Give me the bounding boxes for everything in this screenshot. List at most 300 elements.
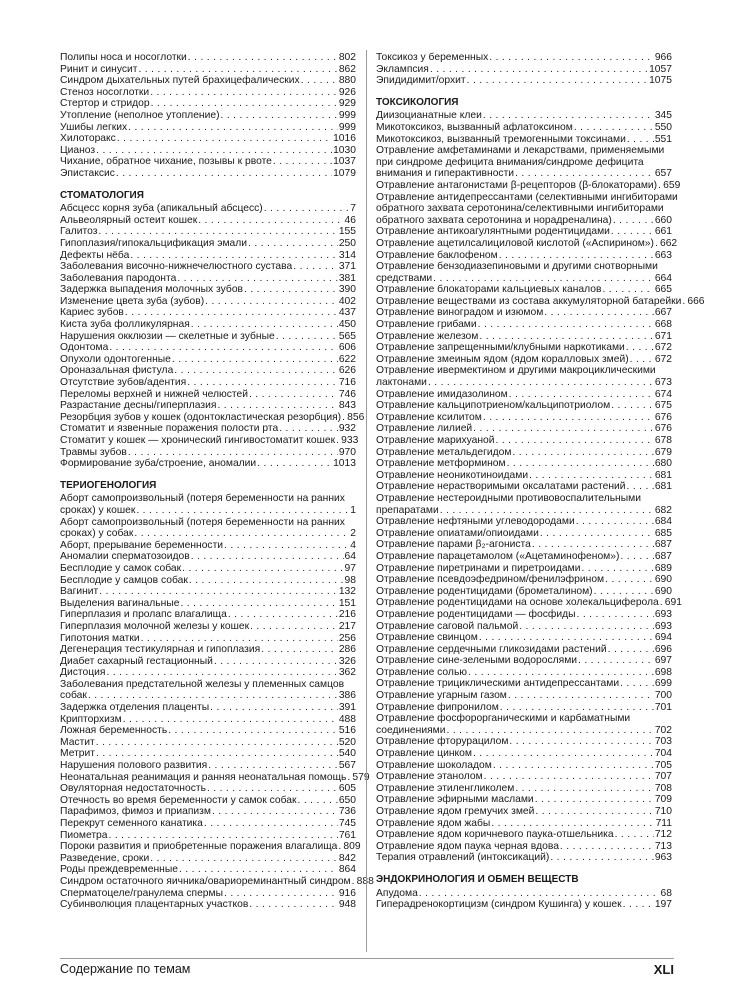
dot-leader — [419, 888, 660, 900]
toc-entry[interactable] — [376, 179, 681, 192]
dot-leader — [221, 110, 338, 122]
toc-entry[interactable] — [60, 319, 356, 331]
entry-title: Дефекты нёба — [60, 249, 130, 261]
entry-page-number: 97 — [344, 562, 356, 574]
entry-page-number: 682 — [654, 504, 672, 516]
entry-title: соединениями — [376, 724, 446, 736]
entry-title: Нарушения окклюзии — скелетные и зубные — [60, 330, 275, 342]
dot-leader — [248, 238, 338, 250]
dot-leader — [611, 226, 654, 238]
toc-entry-line: Аборт самопроизвольный (потеря беременности на ранних — [60, 516, 345, 528]
entry-page-number: 693 — [654, 620, 672, 632]
toc-entry[interactable] — [376, 215, 672, 227]
dot-leader — [491, 818, 654, 830]
toc-entry[interactable] — [60, 168, 356, 180]
toc-entry[interactable] — [60, 586, 356, 598]
entry-page-number: 540 — [338, 748, 356, 760]
toc-entry[interactable] — [376, 64, 672, 76]
toc-entry[interactable] — [60, 238, 356, 250]
dot-leader — [535, 794, 654, 806]
dot-leader — [106, 667, 337, 679]
entry-page-number: 707 — [654, 771, 672, 783]
toc-entry[interactable] — [376, 284, 672, 296]
toc-entry[interactable] — [60, 563, 356, 575]
dot-leader — [177, 273, 338, 285]
toc-entry[interactable] — [60, 598, 356, 610]
entry-page-number: 999 — [338, 121, 356, 133]
toc-entry[interactable] — [376, 250, 672, 262]
entry-page-number: 550 — [654, 121, 672, 133]
entry-title: Отравление метформином — [376, 458, 506, 470]
entry-title: Отравление виноградом и изюмом — [376, 307, 544, 319]
toc-entry[interactable] — [376, 377, 672, 389]
entry-title: Ложная беременность — [60, 725, 168, 737]
entry-title: Задержка отделения плаценты — [60, 702, 210, 714]
toc-entry[interactable] — [60, 52, 356, 64]
entry-title: Метрит — [60, 748, 95, 760]
entry-page-number: 1016 — [333, 133, 356, 145]
entry-page-number: 705 — [654, 759, 672, 771]
toc-entry[interactable] — [376, 505, 672, 517]
entry-page-number: 345 — [654, 110, 672, 122]
dot-leader — [478, 319, 654, 331]
entry-page-number: 250 — [338, 237, 356, 249]
dot-leader — [602, 284, 653, 296]
toc-entry[interactable] — [376, 435, 672, 447]
toc-entry[interactable] — [60, 853, 356, 865]
dot-leader — [264, 203, 350, 215]
entry-page-number: 626 — [338, 365, 356, 377]
dot-leader — [489, 52, 654, 64]
entry-title: Отравление метальдегидом — [376, 446, 512, 458]
toc-entry[interactable] — [60, 447, 356, 459]
entry-title: Формирование зуба/строение, аномалии — [60, 458, 257, 470]
toc-entry[interactable] — [60, 64, 356, 76]
toc-entry[interactable] — [376, 888, 672, 900]
toc-entry[interactable] — [376, 412, 672, 424]
toc-entry[interactable] — [60, 226, 356, 238]
entry-page-number: 675 — [654, 400, 672, 412]
entry-page-number: 371 — [338, 261, 356, 273]
entry-title: Стоматит у кошек — хронический гингивостоматит кошек — [60, 435, 336, 446]
toc-entry[interactable] — [376, 331, 672, 343]
dot-leader — [214, 656, 338, 668]
toc-entry[interactable] — [376, 621, 672, 633]
toc-entry[interactable] — [60, 875, 374, 888]
toc-column-right — [376, 52, 705, 911]
entry-title: Отравление ксилитом — [376, 411, 482, 423]
entry-title: Ринит и синусит — [60, 63, 138, 75]
entry-page-number: 390 — [338, 284, 356, 296]
toc-entry[interactable] — [60, 841, 361, 853]
toc-entry[interactable] — [376, 481, 672, 493]
dot-leader — [493, 760, 654, 772]
toc-entry[interactable] — [60, 737, 356, 749]
entry-title: Хилоторакс — [60, 133, 116, 145]
entry-page-number: 660 — [654, 214, 672, 226]
toc-entry[interactable] — [376, 307, 672, 319]
entry-page-number: 691 — [664, 597, 682, 609]
entry-title: Микотоксикоз, вызванный афлатоксином — [376, 121, 573, 133]
dot-leader — [172, 354, 338, 366]
toc-entry[interactable] — [376, 841, 672, 853]
toc-entry[interactable] — [60, 888, 356, 900]
dot-leader — [189, 575, 344, 587]
toc-entry[interactable] — [60, 690, 356, 702]
toc-entry[interactable] — [376, 539, 672, 551]
entry-page-number: 46 — [344, 214, 356, 226]
entry-page-number: 703 — [654, 736, 672, 748]
toc-entry[interactable] — [376, 806, 672, 818]
toc-entry[interactable] — [376, 319, 672, 331]
entry-page-number: 1030 — [333, 144, 356, 156]
entry-page-number: 98 — [344, 574, 356, 586]
entry-title: Крипторхизм — [60, 713, 122, 725]
toc-entry[interactable] — [376, 551, 672, 563]
entry-title: Парафимоз, фимоз и приапизм — [60, 806, 211, 818]
entry-page-number: 132 — [338, 586, 356, 598]
dot-leader — [468, 667, 654, 679]
toc-entry[interactable] — [60, 365, 356, 377]
dot-leader — [540, 528, 654, 540]
toc-entry[interactable] — [60, 609, 356, 621]
toc-entry[interactable] — [60, 98, 356, 110]
entry-title: Пиометра — [60, 829, 108, 841]
dot-leader — [250, 621, 338, 633]
entry-title: Дистоция — [60, 667, 106, 679]
toc-entry[interactable] — [60, 284, 356, 296]
toc-entry[interactable] — [376, 389, 672, 401]
toc-entry[interactable] — [60, 621, 356, 633]
entry-page-number: 699 — [654, 678, 672, 690]
toc-entry[interactable] — [376, 52, 672, 64]
toc-entry[interactable] — [60, 575, 356, 587]
dot-leader — [529, 470, 654, 482]
toc-entry[interactable] — [60, 806, 356, 818]
entry-title: Отравление веществами из состава аккумуляторной батарейки — [376, 295, 682, 307]
dot-leader — [483, 110, 654, 122]
entry-title: Отравление неоникотиноидами — [376, 469, 529, 481]
toc-entry[interactable] — [376, 273, 672, 285]
dot-leader — [611, 400, 654, 412]
toc-entry[interactable] — [60, 400, 356, 412]
entry-title: Отравление антагонистами β-рецепторов (β-блокаторами) — [376, 179, 658, 191]
dot-leader — [261, 644, 338, 656]
toc-entry[interactable] — [376, 237, 678, 250]
entry-page-number: 197 — [654, 899, 672, 911]
toc-entry[interactable] — [376, 354, 672, 366]
dot-leader — [613, 215, 654, 227]
entry-title: Отсутствие зубов/адентия — [60, 377, 187, 389]
toc-entry[interactable] — [376, 644, 672, 656]
toc-entry[interactable] — [376, 574, 672, 586]
section-heading: ТОКСИКОЛОГИЯ — [376, 96, 459, 108]
toc-entry[interactable] — [376, 771, 672, 783]
entry-title: Переломы верхней и нижней челюстей — [60, 388, 248, 400]
dot-leader — [293, 261, 338, 273]
toc-entry[interactable] — [376, 423, 672, 435]
toc-entry[interactable] — [60, 748, 356, 760]
dot-leader — [123, 714, 338, 726]
entry-title: Пороки развития и приобретенные поражения влагалища — [60, 841, 338, 853]
toc-entry-line: Аборт самопроизвольный (потеря беременности на ранних — [60, 493, 345, 505]
toc-entry[interactable] — [60, 389, 356, 401]
toc-entry[interactable] — [60, 203, 356, 215]
toc-entry[interactable] — [60, 667, 356, 679]
toc-entry[interactable] — [376, 655, 672, 667]
entry-title: Отравление парами β₂-агониста — [376, 539, 531, 551]
dot-leader — [576, 516, 654, 528]
toc-entry[interactable] — [376, 829, 672, 841]
toc-entry[interactable] — [376, 690, 672, 702]
dot-leader — [99, 586, 338, 598]
entry-page-number: 650 — [338, 794, 356, 806]
entry-page-number: 970 — [338, 446, 356, 458]
toc-entry[interactable] — [60, 215, 356, 227]
entry-title: Альвеолярный остеит кошек — [60, 214, 198, 226]
toc-entry[interactable] — [376, 447, 672, 459]
entry-title: Роды преждевременные — [60, 864, 178, 876]
dot-leader — [150, 853, 338, 865]
dot-leader — [483, 412, 654, 424]
toc-entry[interactable] — [60, 505, 356, 517]
toc-entry[interactable] — [376, 342, 672, 354]
entry-title: Аномалии сперматозоидов — [60, 551, 190, 563]
toc-entry[interactable] — [60, 75, 356, 87]
dot-leader — [257, 458, 332, 470]
toc-entry[interactable] — [60, 783, 356, 795]
entry-title: Синдром дыхательных путей брахицефалических — [60, 75, 300, 87]
toc-entry[interactable] — [60, 156, 356, 168]
entry-title: Отравление фторурацилом — [376, 736, 509, 748]
toc-entry[interactable] — [60, 435, 359, 447]
dot-leader — [187, 377, 338, 389]
dot-leader — [484, 771, 654, 783]
entry-page-number: 761 — [338, 829, 356, 841]
entry-page-number: 888 — [356, 875, 374, 887]
entry-title: Сперматоцеле/гранулема спермы — [60, 887, 224, 899]
entry-page-number: 697 — [654, 655, 672, 667]
dot-leader — [544, 307, 654, 319]
toc-entry[interactable] — [376, 134, 672, 146]
toc-entry[interactable] — [60, 795, 356, 807]
toc-entry[interactable] — [376, 609, 672, 621]
toc-entry[interactable] — [60, 771, 370, 784]
toc-entry[interactable] — [376, 632, 672, 644]
toc-entry-line: Отравление бензодиазепиновыми и другими снотворными — [376, 261, 658, 273]
dot-leader — [125, 307, 338, 319]
toc-entry[interactable] — [60, 411, 365, 424]
toc-entry[interactable] — [60, 377, 356, 389]
entry-title: Микотоксикоз, вызванный тремогенными токсинами — [376, 133, 626, 145]
dot-leader — [479, 632, 654, 644]
toc-entry[interactable] — [376, 667, 672, 679]
toc-entry[interactable] — [60, 273, 356, 285]
entry-page-number: 362 — [338, 667, 356, 679]
entry-title: Перекрут семенного канатика — [60, 818, 203, 829]
toc-entry[interactable] — [376, 760, 672, 772]
dot-leader — [352, 876, 356, 888]
dot-leader — [500, 702, 654, 714]
dot-leader — [138, 64, 337, 76]
toc-entry[interactable] — [376, 528, 672, 540]
entry-page-number: 711 — [655, 817, 672, 829]
toc-entry[interactable] — [376, 702, 672, 714]
dot-leader — [228, 609, 338, 621]
entry-title: Отравление опиатами/опиоидами — [376, 527, 539, 539]
toc-entry[interactable] — [60, 633, 356, 645]
entry-page-number: 680 — [654, 458, 672, 470]
dot-leader — [207, 783, 338, 795]
toc-entry[interactable] — [60, 528, 356, 540]
toc-entry[interactable] — [376, 736, 672, 748]
dot-leader — [433, 273, 654, 285]
entry-title: Разведение, сроки — [60, 852, 150, 864]
entry-title: Утопление (неполное утопление) — [60, 109, 220, 121]
entry-page-number: 605 — [338, 783, 356, 795]
entry-page-number: 64 — [344, 551, 356, 563]
toc-entry[interactable] — [376, 470, 672, 482]
toc-entry[interactable] — [376, 168, 672, 180]
entry-title: Эклампсия — [376, 63, 429, 75]
toc-entry[interactable] — [60, 145, 356, 157]
toc-entry[interactable] — [376, 678, 672, 690]
toc-entry[interactable] — [60, 122, 356, 134]
entry-page-number: 520 — [338, 736, 356, 748]
entry-title: Овуляторная недостаточность — [60, 783, 206, 795]
toc-entry[interactable] — [376, 110, 672, 122]
toc-entry[interactable] — [376, 563, 672, 575]
entry-page-number: 963 — [654, 852, 672, 864]
toc-entry[interactable] — [60, 714, 356, 726]
toc-entry[interactable] — [60, 899, 356, 911]
entry-title: Отравление нефтяными углеводородами — [376, 516, 575, 528]
toc-entry[interactable] — [376, 899, 672, 911]
toc-entry[interactable] — [60, 864, 356, 876]
page-number: XLI — [653, 962, 674, 977]
entry-title: Одонтома — [60, 342, 109, 354]
toc-entry[interactable] — [376, 794, 672, 806]
dot-leader — [578, 655, 654, 667]
toc-entry[interactable] — [376, 75, 672, 87]
entry-page-number: 516 — [338, 725, 356, 737]
dot-leader — [205, 296, 338, 308]
toc-entry[interactable] — [60, 133, 356, 145]
entry-title: Отечность во время беременности у самок собак — [60, 794, 297, 806]
toc-entry[interactable] — [60, 656, 356, 668]
toc-entry[interactable] — [376, 818, 672, 830]
entry-title: Диизоцианатные клеи — [376, 110, 482, 122]
toc-entry[interactable] — [376, 122, 672, 134]
dot-leader — [168, 725, 338, 737]
toc-entry[interactable] — [60, 725, 356, 737]
entry-title: лактонами — [376, 377, 427, 389]
toc-entry[interactable] — [60, 331, 356, 343]
dot-leader — [508, 690, 654, 702]
entry-title: обратного захвата серотонина и норадреналина) — [376, 214, 612, 226]
toc-entry[interactable] — [376, 725, 672, 737]
dot-leader — [96, 737, 338, 749]
entry-page-number: 966 — [654, 52, 672, 63]
toc-entry[interactable] — [60, 354, 356, 366]
entry-title: Задержка выпадения молочных зубов — [60, 284, 244, 296]
toc-entry[interactable] — [60, 458, 356, 470]
toc-entry[interactable] — [60, 818, 356, 830]
entry-page-number: 674 — [654, 388, 672, 400]
toc-entry-line: при синдроме дефицита внимания/синдроме дефицита — [376, 156, 644, 168]
dot-leader — [532, 539, 654, 551]
toc-entry[interactable] — [60, 760, 356, 772]
dot-leader — [535, 806, 653, 818]
dot-leader — [627, 481, 654, 493]
dot-leader — [626, 342, 654, 354]
toc-entry[interactable] — [60, 551, 356, 563]
entry-title: Отравление эфирными маслами — [376, 794, 534, 806]
dot-leader — [210, 702, 338, 714]
toc-entry[interactable] — [60, 702, 356, 714]
entry-title: Эпистаксис — [60, 167, 115, 179]
toc-entry[interactable] — [376, 458, 672, 470]
dot-leader — [182, 563, 343, 575]
entry-title: Ушибы легких — [60, 121, 128, 133]
entry-title: Отравление угарным газом — [376, 690, 507, 702]
toc-entry-line: Отравление амфетаминами и лекарствами, применяемыми — [376, 145, 665, 157]
toc-entry[interactable] — [60, 110, 356, 122]
dot-leader — [273, 156, 332, 168]
dot-leader — [342, 412, 346, 424]
toc-entry[interactable] — [60, 423, 356, 435]
entry-page-number: 671 — [654, 330, 672, 342]
toc-entry[interactable] — [60, 296, 356, 308]
toc-entry[interactable] — [60, 644, 356, 656]
toc-entry[interactable] — [376, 226, 672, 238]
footer-title: Содержание по темам — [60, 962, 191, 976]
entry-title: Отравление блокаторами кальциевых каналов — [376, 284, 602, 296]
toc-entry[interactable] — [60, 261, 356, 273]
toc-entry[interactable] — [376, 516, 672, 528]
toc-entry[interactable] — [376, 295, 705, 308]
toc-entry[interactable] — [60, 250, 356, 262]
entry-title: Разрастание десны/гиперплазия — [60, 400, 217, 412]
entry-title: Отравление трициклическими антидепрессантами — [376, 678, 620, 690]
toc-entry[interactable] — [376, 852, 672, 864]
toc-entry[interactable] — [376, 748, 672, 760]
toc-entry[interactable] — [376, 400, 672, 412]
toc-entry[interactable] — [376, 783, 672, 795]
toc-entry[interactable] — [376, 597, 682, 609]
entry-page-number: 1057 — [649, 63, 672, 75]
entry-title: Гиперадренокортицизм (синдром Кушинга) у кошек — [376, 899, 622, 911]
entry-title: сроках) у собак — [60, 528, 134, 540]
toc-entry[interactable] — [60, 87, 356, 99]
dot-leader — [605, 574, 654, 586]
dot-leader — [134, 528, 349, 540]
toc-entry[interactable] — [60, 540, 356, 552]
dot-leader — [191, 319, 338, 331]
toc-entry[interactable] — [60, 342, 356, 354]
toc-entry[interactable] — [376, 586, 672, 598]
entry-page-number: 256 — [338, 632, 356, 644]
entry-page-number: 402 — [338, 295, 356, 307]
entry-page-number: 710 — [654, 806, 672, 817]
dot-leader — [550, 852, 653, 864]
entry-page-number: 1075 — [649, 75, 672, 87]
toc-entry[interactable] — [60, 830, 356, 842]
toc-entry-line: Отравление антидепрессантами (селективными ингибиторами — [376, 191, 678, 203]
dot-leader — [577, 609, 654, 621]
toc-entry[interactable] — [60, 307, 356, 319]
entry-page-number: 802 — [338, 52, 356, 63]
